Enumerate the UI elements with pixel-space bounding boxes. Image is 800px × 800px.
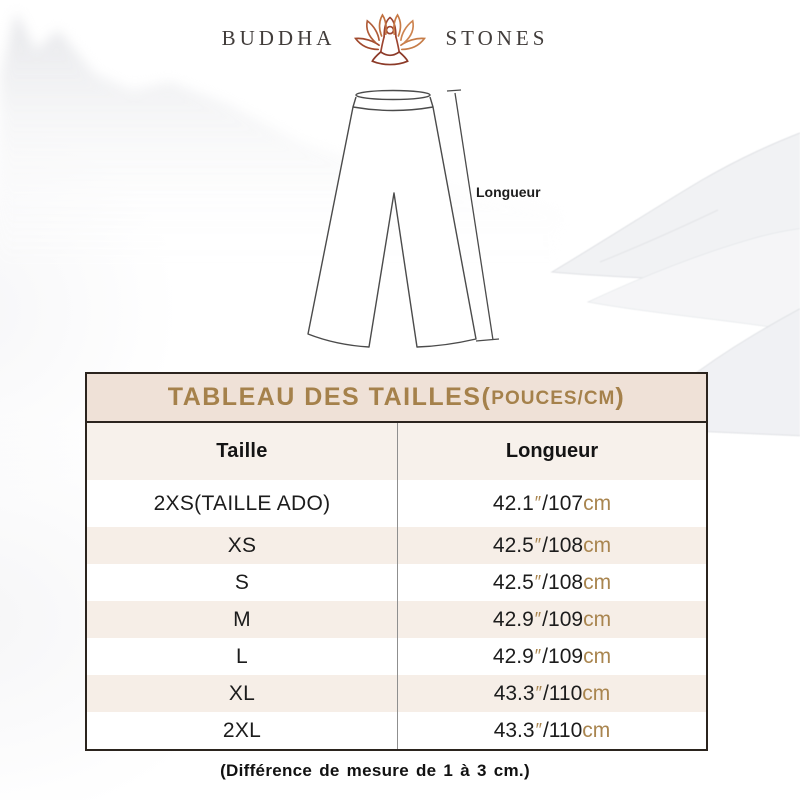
length-cell (397, 527, 706, 564)
title-unit: POUCES/CM (491, 388, 616, 409)
length-cell (397, 564, 706, 601)
length-cell (397, 675, 706, 712)
cm-label: cm (583, 570, 612, 594)
cm-label: cm (583, 644, 612, 668)
brand-name-right: STONES (445, 25, 549, 50)
size-label: XS (227, 533, 257, 557)
size-cell (87, 638, 397, 675)
slash: / (542, 718, 549, 742)
size-label: 2XS(TAILLE ADO) (153, 491, 331, 515)
length-cm: 107 (548, 491, 584, 515)
title-close: ) (615, 383, 626, 411)
length-cm: 109 (548, 644, 584, 668)
table-row (87, 601, 706, 638)
slash: / (542, 607, 549, 631)
length-cell (397, 712, 706, 749)
length-cm: 110 (548, 718, 583, 742)
size-cell (87, 527, 397, 564)
column-header-taille: Taille (216, 440, 268, 462)
length-cm: 110 (548, 681, 583, 705)
inch-mark: ″ (535, 683, 542, 703)
table-row (87, 527, 706, 564)
slash: / (542, 533, 549, 557)
inch-mark: ″ (534, 646, 542, 666)
size-label: XL (228, 681, 256, 705)
inch-mark: ″ (534, 535, 542, 555)
size-cell (87, 564, 397, 601)
cm-label: cm (582, 681, 611, 705)
cm-label: cm (583, 491, 612, 515)
size-label: L (236, 644, 248, 668)
size-table-title (87, 374, 706, 423)
slash: / (542, 681, 549, 705)
column-headers (87, 423, 706, 480)
size-label: 2XL (222, 718, 262, 742)
length-inches: 42.5 (492, 570, 534, 594)
size-table (85, 372, 708, 751)
table-row (87, 564, 706, 601)
cm-label: cm (583, 607, 612, 631)
lotus-meditation-icon (348, 10, 432, 67)
table-row (87, 675, 706, 712)
length-cell (397, 480, 706, 527)
size-cell (87, 601, 397, 638)
measure-label: Longueur (476, 184, 541, 200)
size-cell (87, 675, 397, 712)
length-cm: 109 (548, 607, 584, 631)
inch-mark: ″ (534, 493, 542, 513)
size-label: S (234, 570, 250, 594)
length-cell (397, 638, 706, 675)
table-row (87, 712, 706, 749)
title-main: TABLEAU DES TAILLES( (167, 383, 492, 411)
table-row (87, 480, 706, 527)
pants-outline-diagram (270, 80, 550, 360)
length-inches: 42.5 (492, 533, 534, 557)
inch-mark: ″ (534, 572, 542, 592)
brand-name-left: BUDDHA (221, 25, 336, 50)
size-label: M (233, 607, 251, 631)
table-rows (87, 480, 706, 749)
slash: / (542, 644, 549, 668)
size-cell (87, 480, 397, 527)
inch-mark: ″ (535, 720, 542, 740)
footnote: (Différence de mesure de 1 à 3 cm.) (220, 761, 530, 780)
length-inches: 43.3 (493, 718, 535, 742)
inch-mark: ″ (534, 609, 542, 629)
length-inches: 42.1 (492, 491, 534, 515)
length-inches: 42.9 (492, 644, 534, 668)
length-inches: 42.9 (492, 607, 534, 631)
cm-label: cm (583, 533, 612, 557)
slash: / (542, 570, 549, 594)
slash: / (542, 491, 549, 515)
table-row (87, 638, 706, 675)
length-cell (397, 601, 706, 638)
length-inches: 43.3 (493, 681, 535, 705)
cm-label: cm (582, 718, 611, 742)
length-cm: 108 (548, 533, 584, 557)
brand-logo (0, 6, 770, 70)
size-cell (87, 712, 397, 749)
column-header-longueur: Longueur (397, 423, 706, 480)
length-cm: 108 (548, 570, 584, 594)
